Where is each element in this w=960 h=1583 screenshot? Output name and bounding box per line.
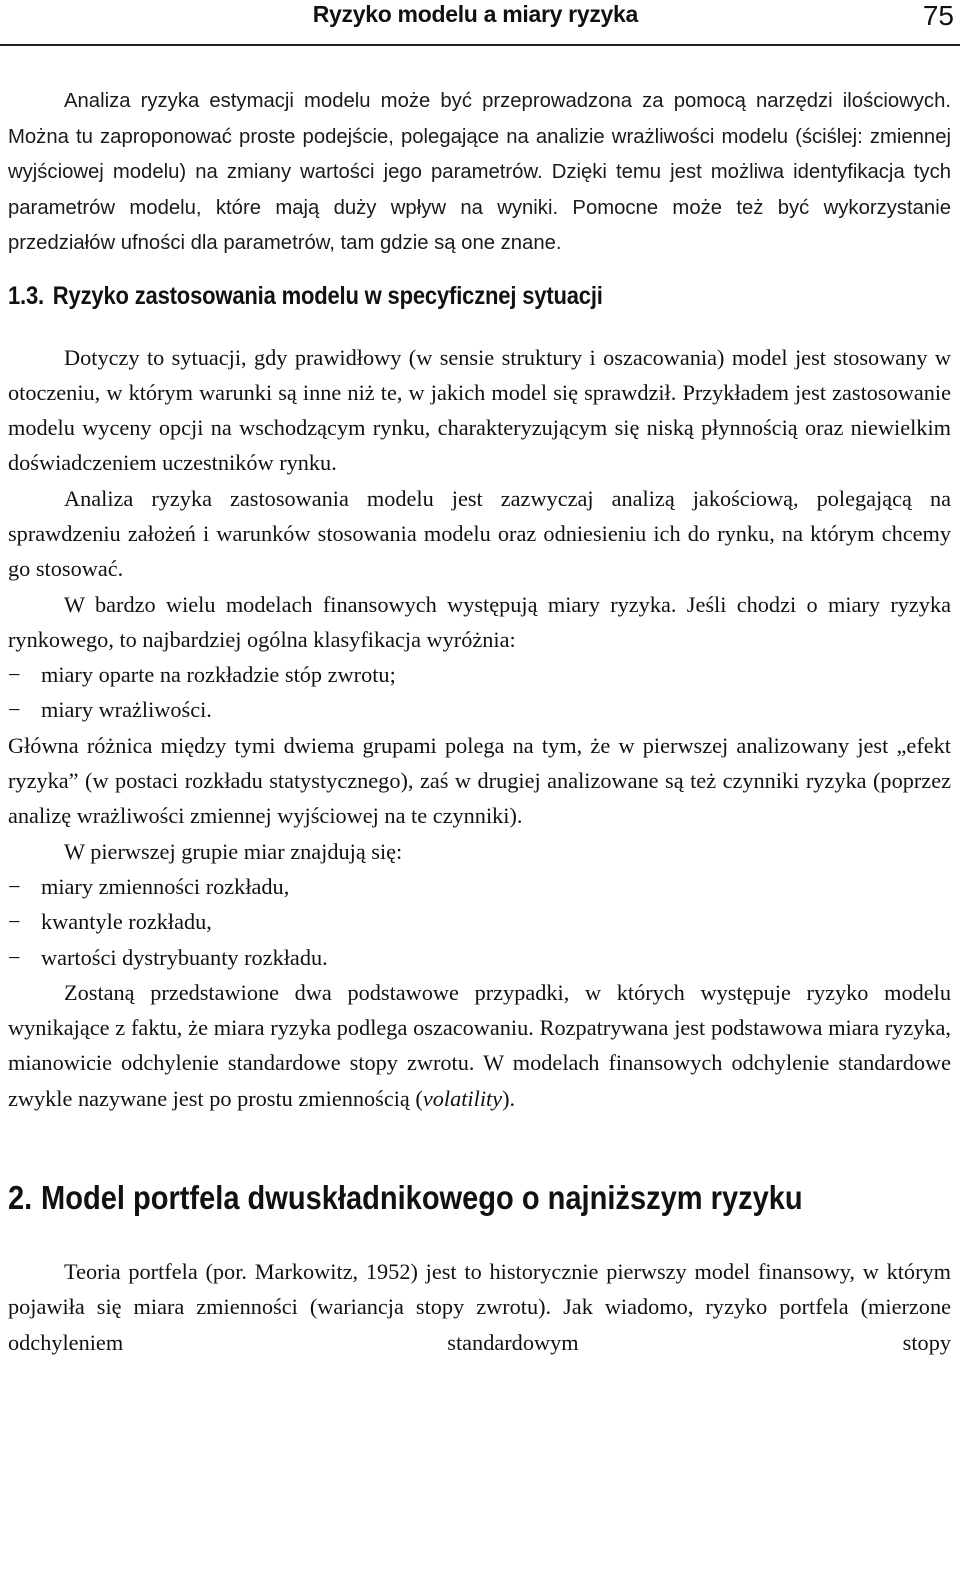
list-item-text: miary oparte na rozkładzie stóp zwrotu; bbox=[41, 662, 396, 688]
body-paragraph: Analiza ryzyka zastosowania modelu jest zazwyczaj analizą jakościową, polegającą na sprawdzeniu założeń i warunków stosowania modelu oraz odniesieniu ich do rynku, na którym chcemy go stosować. bbox=[8, 485, 951, 582]
list-item bbox=[8, 869, 951, 904]
dash-bullet-icon: − bbox=[8, 944, 21, 970]
paragraph-text: ). bbox=[502, 1085, 516, 1111]
list-item-text: miary zmienności rozkładu, bbox=[41, 873, 290, 899]
section-title: Ryzyko zastosowania modelu w specyficznej sytuacji bbox=[52, 281, 603, 310]
list-item-text: wartości dystrybuanty rozkładu. bbox=[41, 944, 328, 970]
list-item bbox=[8, 692, 951, 727]
body-paragraph: Główna różnica między tymi dwiema grupami polega na tym, że w pierwszej analizowany jest „efekt ryzyka” (w postaci rozkładu statystycznego), zaś w drugiej analizowane są też czynniki ryzyka (poprzez analizę wrażliwości zmiennej wyjściowej na te czynniki). bbox=[8, 732, 951, 829]
page-number: 75 bbox=[922, 0, 954, 31]
dash-bullet-icon: − bbox=[8, 697, 21, 723]
dash-bullet-icon: − bbox=[8, 873, 21, 899]
running-header bbox=[0, 0, 960, 46]
dash-bullet-icon: − bbox=[8, 909, 21, 935]
section-heading bbox=[8, 281, 838, 311]
list-item-text: miary wrażliwości. bbox=[41, 697, 212, 723]
dash-bullet-icon: − bbox=[8, 662, 21, 688]
chapter-number: 2. bbox=[8, 1179, 33, 1217]
list-item bbox=[8, 904, 951, 939]
italic-term: volatility bbox=[422, 1085, 503, 1111]
list-item-text: kwantyle rozkładu, bbox=[41, 909, 212, 935]
intro-paragraph: Analiza ryzyka estymacji modelu może być przeprowadzona za pomocą narzędzi ilościowych. Można tu zaproponować proste podejście, polegające na analizie wrażliwości modelu (ściślej: zmiennej wyjściowej modelu) na zmiany wartości jego parametrów. Dzięki temu jest możliwa identyfikacja tych parametrów modelu, które mają duży wpływ na wyniki. Pomocne może też być wykorzystanie przedziałów ufności dla parametrów, tam gdzie są one znane. bbox=[8, 90, 951, 254]
chapter-heading bbox=[8, 1178, 838, 1218]
list-item bbox=[8, 657, 951, 692]
body-paragraph: Dotyczy to sytuacji, gdy prawidłowy (w sensie struktury i oszacowania) model jest stosowany w otoczeniu, w którym warunki są inne niż te, w jakich model się sprawdził. Przykładem jest zastosowanie modelu wyceny opcji na wschodzącym rynku, charakteryzującym się niską płynnością oraz niewielkim doświadczeniem uczestników rynku. bbox=[8, 344, 951, 476]
list-item bbox=[8, 940, 951, 975]
section-number: 1.3. bbox=[8, 281, 44, 310]
first-group-measures-list bbox=[8, 869, 951, 975]
chapter-title: Model portfela dwuskładnikowego o najniższym ryzyku bbox=[41, 1179, 803, 1217]
paragraph-text: Zostaną przedstawione dwa podstawowe przypadki, w których występuje ryzyko modelu wynikające z faktu, że miara ryzyka podlega oszacowaniu. Rozpatrywana jest podstawowa miara ryzyka, mianowicie odchylenie standardowe stopy zwrotu. W modelach finansowych odchylenie standardowe zwykle nazywane jest po prostu zmiennością ( bbox=[8, 979, 951, 1111]
body-paragraph: Teoria portfela (por. Markowitz, 1952) jest to historycznie pierwszy model finansowy, w którym pojawiła się miara zmienności (wariancja stopy zwrotu). Jak wiadomo, ryzyko portfela (mierzone odchyleniem standardowym stopy bbox=[8, 1259, 951, 1355]
body-paragraph: W pierwszej grupie miar znajdują się: bbox=[64, 838, 403, 864]
measures-classification-list bbox=[8, 657, 951, 728]
running-title: Ryzyko modelu a miary ryzyka bbox=[312, 1, 638, 27]
body-paragraph: W bardzo wielu modelach finansowych występują miary ryzyka. Jeśli chodzi o miary ryzyka rynkowego, to najbardziej ogólna klasyfikacja wyróżnia: bbox=[8, 591, 951, 652]
page-content bbox=[8, 84, 951, 1360]
body-paragraph bbox=[8, 975, 951, 1116]
